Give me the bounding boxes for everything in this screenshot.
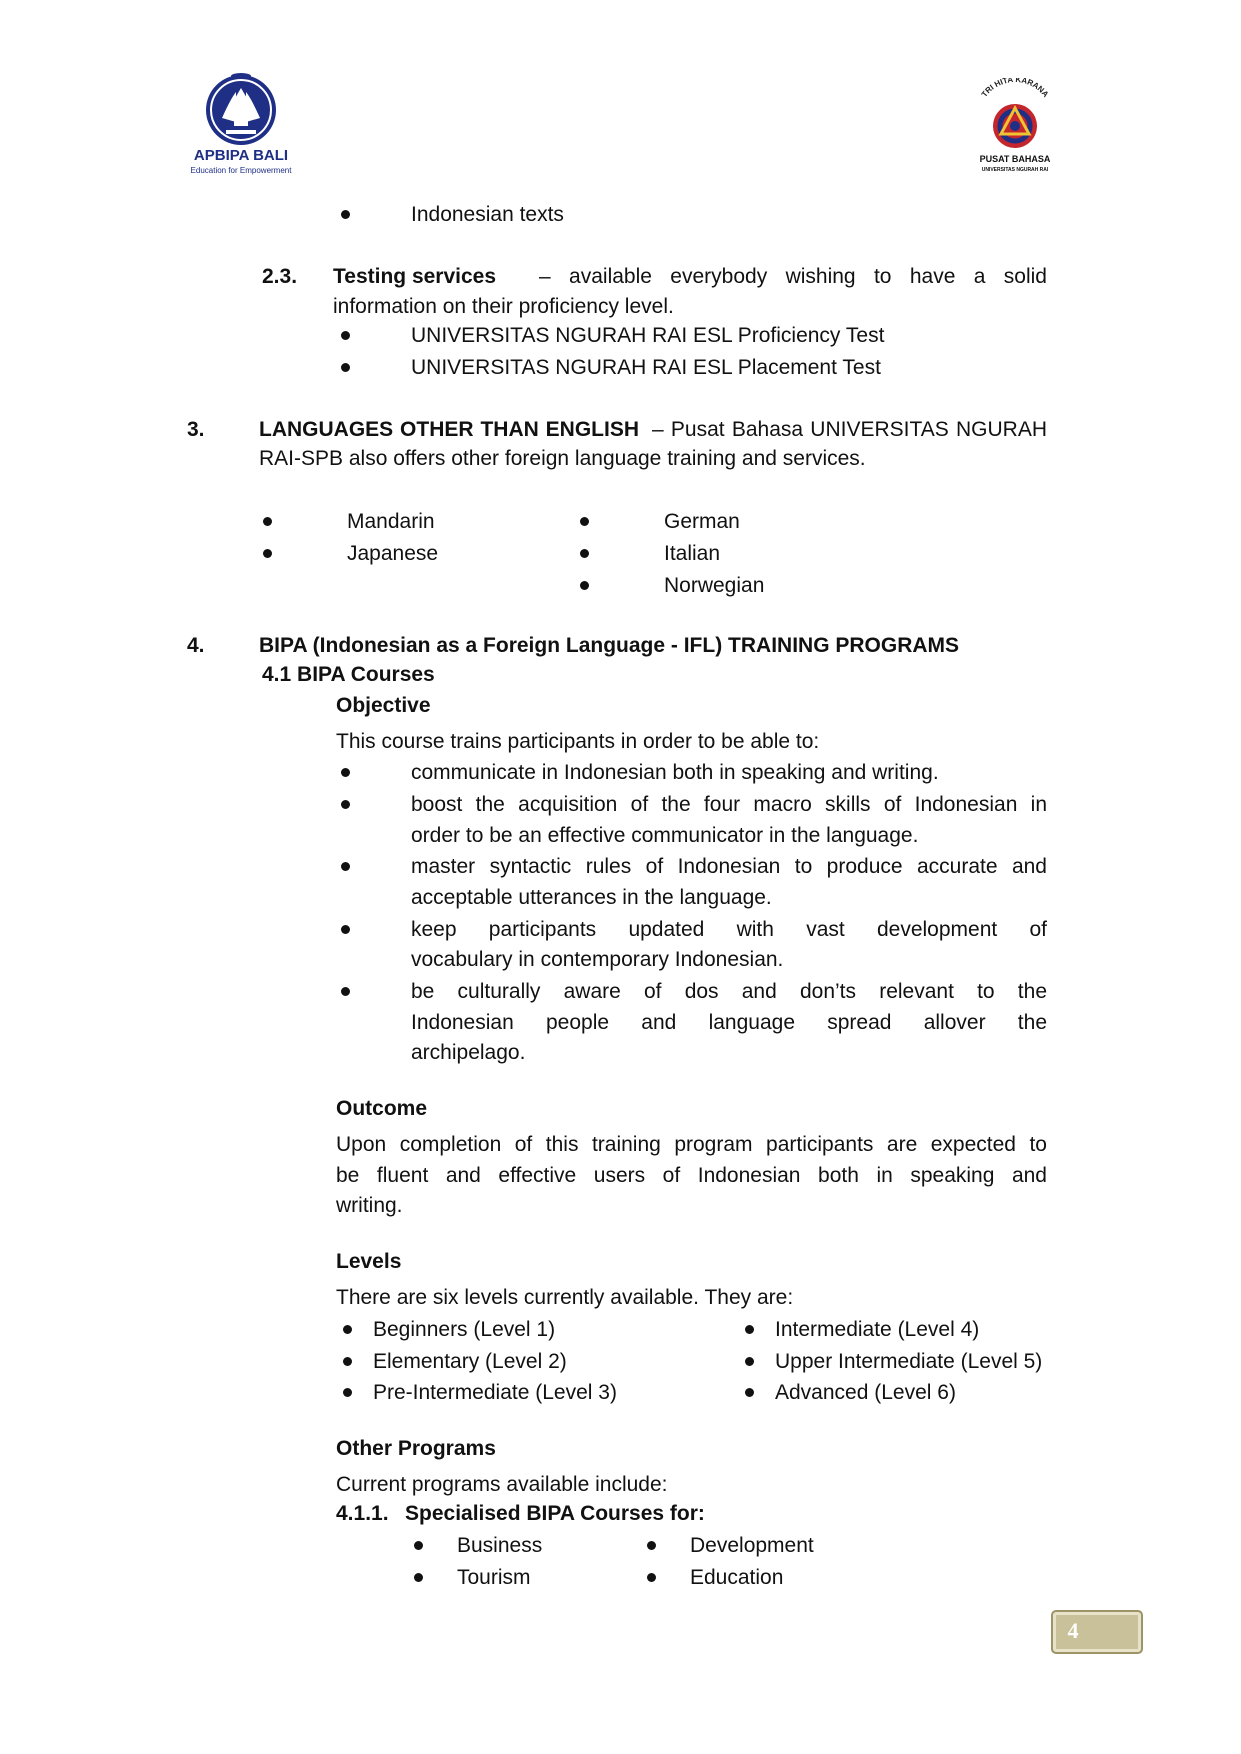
- paragraph-line: RAI-SPB also offers other foreign language training and services.: [259, 447, 866, 470]
- bullet-dot: [414, 1541, 423, 1550]
- paragraph-line: This course trains participants in order to be able to:: [336, 730, 820, 753]
- list-item-continuation: order to be an effective communicator in the language.: [411, 824, 919, 847]
- bullet-dot: [341, 768, 350, 777]
- pusat-bahasa-logo: [965, 78, 1065, 178]
- bullet-dot: [647, 1573, 656, 1582]
- paragraph-line: writing.: [336, 1194, 403, 1217]
- page-number: 4: [1067, 1618, 1079, 1643]
- list-item: Upper Intermediate (Level 5): [775, 1350, 1043, 1373]
- list-item: Tourism: [457, 1566, 531, 1589]
- section-title: BIPA (Indonesian as a Foreign Language - IFL) TRAINING PROGRAMS: [259, 634, 960, 657]
- list-item: German: [664, 510, 740, 533]
- bullet-dot: [343, 1388, 352, 1397]
- paragraph-line: be fluent and effective users of Indonesian both in speaking and: [336, 1164, 1047, 1187]
- bullet-dot: [341, 862, 350, 871]
- subsection-number: 4.1.1.: [336, 1502, 389, 1525]
- list-item: be culturally aware of dos and don’ts relevant to the: [411, 980, 1047, 1003]
- paragraph-line: There are six levels currently available. They are:: [336, 1286, 794, 1309]
- section-title: Testing services: [333, 265, 497, 288]
- list-item-continuation: acceptable utterances in the language.: [411, 886, 772, 909]
- bullet-dot: [745, 1388, 754, 1397]
- list-item-continuation: Indonesian people and language spread allover the: [411, 1011, 1047, 1034]
- list-item: Italian: [664, 542, 721, 565]
- bullet-dot: [580, 549, 589, 558]
- paragraph-line: Current programs available include:: [336, 1473, 668, 1496]
- svg-text:TRI HITA KARANA: [980, 78, 1051, 99]
- other-programs-heading: Other Programs: [336, 1437, 496, 1460]
- logo-right-arc-text: TRI HITA KARANA: [979, 78, 1051, 99]
- objective-heading: Objective: [336, 694, 431, 717]
- list-item: Pre-Intermediate (Level 3): [373, 1381, 617, 1404]
- bullet-dot: [341, 363, 350, 372]
- bullet-dot: [341, 800, 350, 809]
- list-item: Development: [690, 1534, 814, 1557]
- bullet-dot: [341, 925, 350, 934]
- list-item: boost the acquisition of the four macro skills of Indonesian in: [411, 793, 1047, 816]
- bullet-dot: [647, 1541, 656, 1550]
- list-item: Mandarin: [347, 510, 435, 533]
- apbipa-bali-logo: [186, 70, 296, 180]
- section-number: 3.: [187, 418, 205, 441]
- list-item: master syntactic rules of Indonesian to produce accurate and: [411, 855, 1047, 878]
- list-item: Indonesian texts: [411, 203, 564, 226]
- section-title: LANGUAGES OTHER THAN ENGLISH: [259, 418, 639, 441]
- logo-left-name: APBIPA BALI: [193, 147, 289, 164]
- list-item: Education: [690, 1566, 784, 1589]
- list-item: keep participants updated with vast development of: [411, 918, 1047, 941]
- list-item: Beginners (Level 1): [373, 1318, 556, 1341]
- bullet-dot: [745, 1357, 754, 1366]
- bullet-dot: [745, 1325, 754, 1334]
- logo-left-tagline: Education for Empowerment: [190, 166, 292, 175]
- outcome-heading: Outcome: [336, 1097, 428, 1120]
- bullet-dot: [343, 1357, 352, 1366]
- bullet-dot: [263, 517, 272, 526]
- subsection-title: 4.1 BIPA Courses: [262, 663, 435, 686]
- list-item-continuation: vocabulary in contemporary Indonesian.: [411, 948, 784, 971]
- paragraph-line: – Pusat Bahasa UNIVERSITAS NGURAH: [652, 418, 1047, 441]
- bullet-dot: [343, 1325, 352, 1334]
- bullet-dot: [263, 549, 272, 558]
- list-item: Intermediate (Level 4): [775, 1318, 980, 1341]
- levels-heading: Levels: [336, 1250, 402, 1273]
- bullet-dot: [341, 987, 350, 996]
- paragraph-line: information on their proficiency level.: [333, 295, 674, 318]
- paragraph-line: – available everybody wishing to have a solid: [539, 265, 1047, 288]
- list-item: communicate in Indonesian both in speaking and writing.: [411, 761, 939, 784]
- section-number: 4.: [187, 634, 205, 657]
- list-item: Business: [457, 1534, 543, 1557]
- list-item: UNIVERSITAS NGURAH RAI ESL Placement Test: [411, 356, 881, 379]
- logo-right-sub: UNIVERSITAS NGURAH RAI: [981, 167, 1049, 173]
- list-item: UNIVERSITAS NGURAH RAI ESL Proficiency Test: [411, 324, 885, 347]
- list-item: Norwegian: [664, 574, 765, 597]
- list-item: Japanese: [347, 542, 439, 565]
- section-number: 2.3.: [262, 265, 298, 288]
- bullet-dot: [341, 331, 350, 340]
- list-item: Advanced (Level 6): [775, 1381, 956, 1404]
- bullet-dot: [341, 210, 350, 219]
- bullet-dot: [414, 1573, 423, 1582]
- bullet-dot: [580, 517, 589, 526]
- bullet-dot: [580, 581, 589, 590]
- paragraph-line: Upon completion of this training program participants are expected to: [336, 1133, 1047, 1156]
- list-item-continuation: archipelago.: [411, 1041, 526, 1064]
- list-item: Elementary (Level 2): [373, 1350, 567, 1373]
- subsection-title: Specialised BIPA Courses for:: [405, 1502, 705, 1525]
- logo-right-name: PUSAT BAHASA: [979, 154, 1051, 164]
